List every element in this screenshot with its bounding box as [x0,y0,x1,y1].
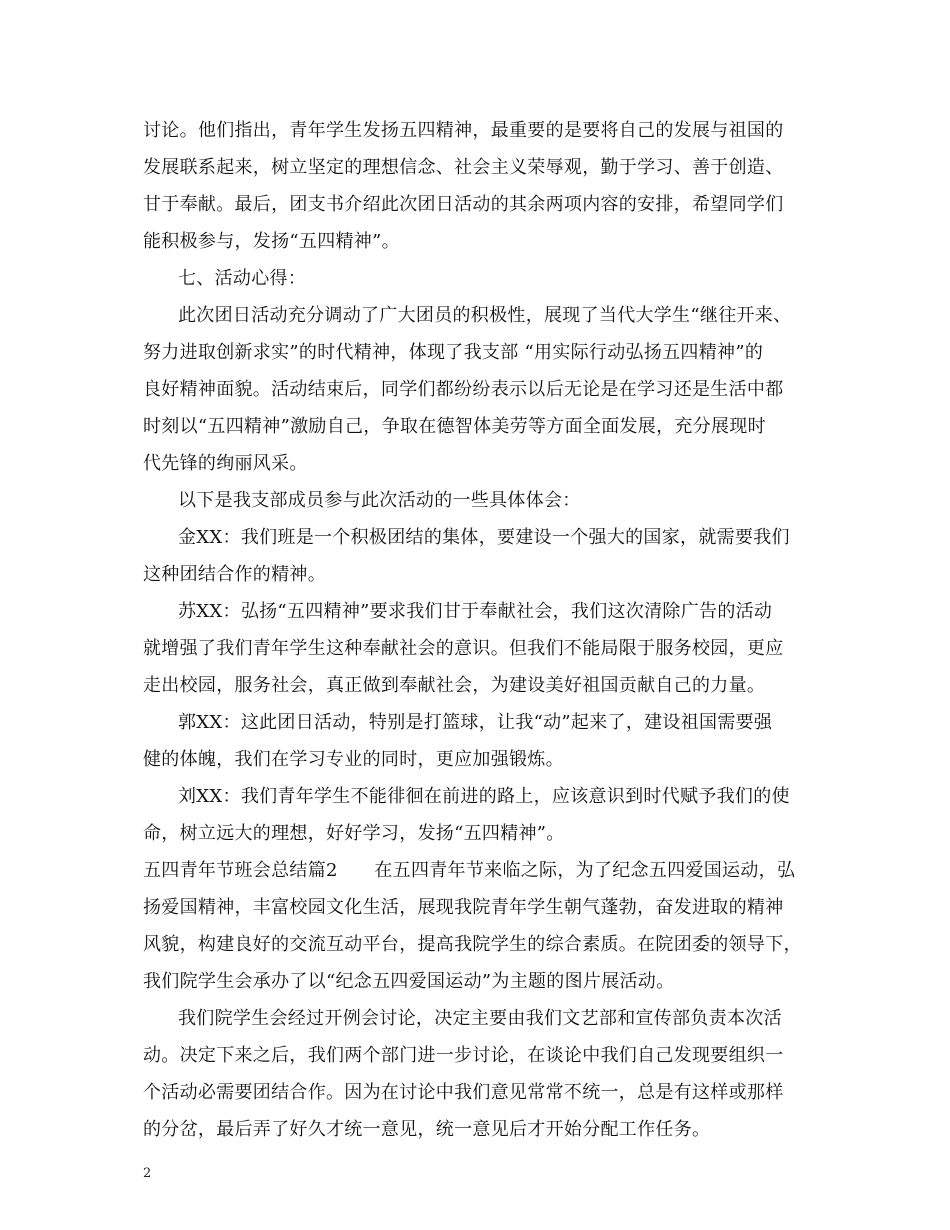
paragraph-line: 的分岔，最后弄了好久才统一意见，统一意见后才开始分配工作任务。 [143,1119,711,1140]
paragraph-line: 金XX：我们班是一个积极团结的集体，要建设一个强大的国家，就需要我们 [178,527,790,548]
paragraph-line: 这种团结合作的精神。 [143,564,326,585]
paragraph-line: 我们院学生会经过开例会讨论，决定主要由我们文艺部和宣传部负责本次活 [178,1008,782,1029]
section-heading: 七、活动心得： [178,268,307,289]
paragraph-line: 我们院学生会承办了以“纪念五四爱国运动”为主题的图片展活动。 [143,971,675,992]
paragraph-line: 发展联系起来，树立坚定的理想信念、社会主义荣辱观，勤于学习、善于创造、 [143,157,784,178]
paragraph-line: 努力进取创新求实”的时代精神，体现了我支部 “用实际行动弘扬五四精神”的 [143,342,764,363]
paragraph-line: 风貌，构建良好的交流互动平台，提高我院学生的综合素质。在院团委的领导下， [143,934,802,955]
paragraph-line: 动。决定下来之后，我们两个部门进一步讨论，在谈论中我们自己发现要组织一 [143,1045,784,1066]
paragraph-line: 甘于奉献。最后，团支书介绍此次团日活动的其余两项内容的安排，希望同学们 [143,194,784,215]
paragraph-line: 此次团日活动充分调动了广大团员的积极性，展现了当代大学生“继往开来、 [178,305,792,326]
paragraph-line: 个活动必需要团结合作。因为在讨论中我们意见常常不统一，总是有这样或那样 [143,1082,784,1103]
paragraph-line: 时刻以“五四精神”激励自己，争取在德智体美劳等方面全面发展，充分展现时 [143,416,766,437]
paragraph-line: 能积极参与，发扬“五四精神”。 [143,231,400,252]
page-number: 2 [143,1166,152,1181]
paragraph-line: 健的体魄，我们在学习专业的同时，更应加强锻炼。 [143,749,564,770]
paragraph-line: 以下是我支部成员参与此次活动的一些具体体会： [178,490,581,511]
paragraph-line: 讨论。他们指出，青年学生发扬五四精神，最重要的是要将自己的发展与祖国的 [143,120,784,141]
paragraph-line: 就增强了我们青年学生这种奉献社会的意识。但我们不能局限于服务校园，更应 [143,638,784,659]
paragraph-line: 刘XX：我们青年学生不能徘徊在前进的路上，应该意识到时代赋予我们的使 [178,786,790,807]
paragraph-line: 良好精神面貌。活动结束后，同学们都纷纷表示以后无论是在学习还是生活中都 [143,379,784,400]
paragraph-line: 代先锋的绚丽风采。 [143,453,308,474]
paragraph-line: 走出校园，服务社会，真正做到奉献社会，为建设美好祖国贡献自己的力量。 [143,675,766,696]
paragraph-line: 苏XX：弘扬“五四精神”要求我们甘于奉献社会，我们这次清除广告的活动 [178,601,773,622]
paragraph-line: 五四青年节班会总结篇2 在五四青年节来临之际，为了纪念五四爱国运动，弘 [143,860,796,881]
paragraph-line: 扬爱国精神，丰富校园文化生活，展现我院青年学生朝气蓬勃，奋发进取的精神 [143,897,784,918]
paragraph-line: 郭XX：这此团日活动，特别是打篮球，让我“动”起来了，建设祖国需要强 [178,712,773,733]
paragraph-line: 命，树立远大的理想，好好学习，发扬“五四精神”。 [143,823,565,844]
